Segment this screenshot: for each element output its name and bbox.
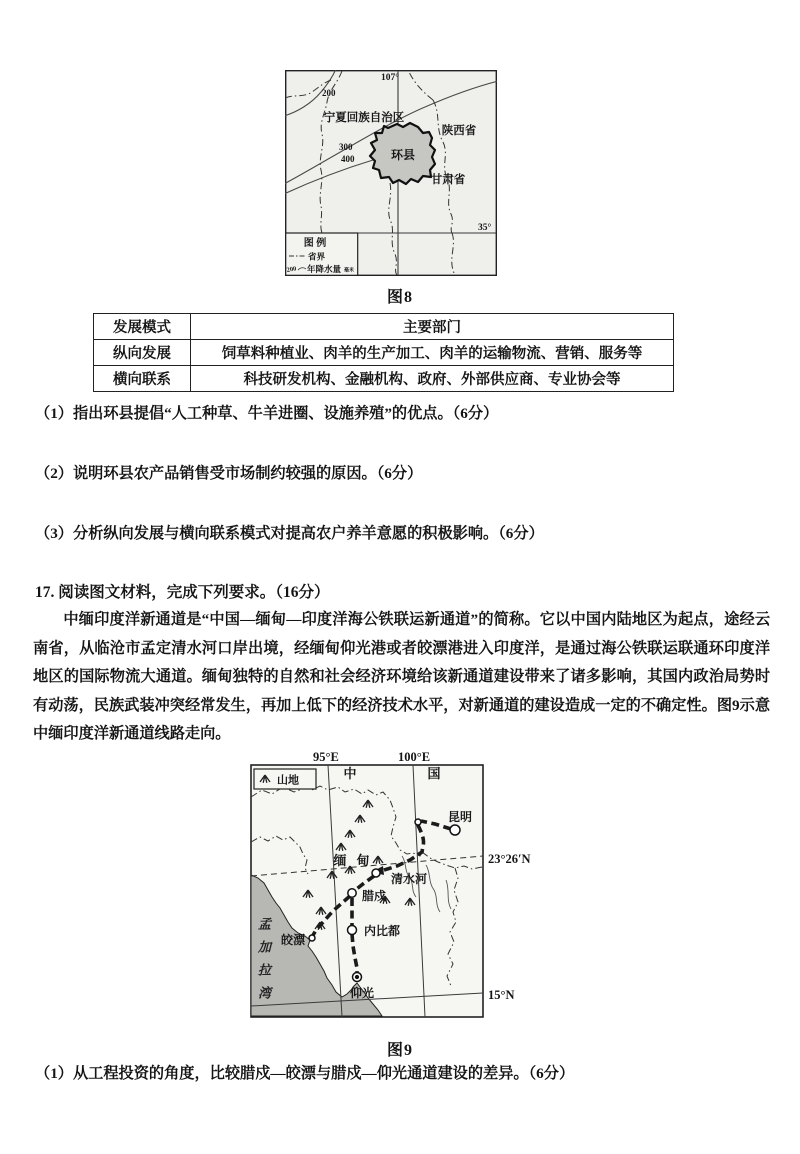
label-myanmar-1: 缅 bbox=[333, 853, 347, 868]
label-huanxian: 环县 bbox=[390, 148, 416, 162]
cell-departments-vertical: 饲草料种植业、肉羊的生产加工、肉羊的运输物流、营销、服务等 bbox=[191, 340, 674, 366]
label-107: 107° bbox=[381, 73, 400, 83]
label-2326n: 23°26′N bbox=[488, 852, 531, 866]
city-marker-kyaukpyu bbox=[309, 935, 315, 941]
cell-mode-horizontal: 横向联系 bbox=[94, 366, 191, 392]
label-shaanxi: 陕西省 bbox=[441, 125, 477, 137]
label-lashio: 腊戍 bbox=[362, 889, 387, 903]
label-35: 35° bbox=[478, 223, 492, 233]
label-china-1: 中 bbox=[343, 766, 357, 781]
figure9-map-svg bbox=[250, 750, 550, 1032]
question-17-material: 中缅印度洋新通道是“中国—缅甸—印度洋海公铁联运新通道”的简称。它以中国内陆地区为起点，途经云南省，从临沧市孟定清水河口岸出境，经缅甸仰光港或者皎漂港进入印度洋，是通过海公铁联运联通环印度洋地区的国际物流大通道。缅甸独特的自然和社会经济环境给该新通道建设带来了诸多影响，其国内政治局势时有动荡，民族武装冲突经常发生，再加上低下的经济技术水平，对新通道的建设造成一定的不确定性。图9示意中缅印度洋新通道线路走向。 bbox=[33, 611, 770, 743]
label-bay-of-bengal: 孟加拉湾 bbox=[256, 917, 271, 1009]
question-17-1: （1）从工程投资的角度，比较腊戍—皎漂与腊戍—仰光通道建设的差异。（6分） bbox=[35, 1065, 575, 1082]
map8-legend-title: 图 例 bbox=[303, 238, 327, 249]
label-gansu: 甘肃省 bbox=[430, 174, 466, 186]
label-kyaukpyu: 皎漂 bbox=[281, 933, 306, 947]
label-myanmar-2: 甸 bbox=[356, 853, 370, 868]
isoline-400-label: 400 bbox=[341, 154, 355, 164]
label-china-2: 国 bbox=[427, 766, 441, 781]
map8-legend bbox=[286, 233, 358, 275]
map9-legend bbox=[254, 769, 316, 789]
city-marker-kunming bbox=[450, 825, 460, 835]
table-row bbox=[94, 366, 674, 392]
map8-legend-boundary-label: 省界 bbox=[308, 251, 326, 262]
city-marker-yangon-dot bbox=[356, 976, 359, 979]
cell-mode-vertical: 纵向发展 bbox=[94, 340, 191, 366]
label-100e: 100°E bbox=[398, 750, 431, 764]
table-header-row bbox=[94, 314, 674, 340]
label-kunming: 昆明 bbox=[447, 810, 473, 824]
question-16-3: （3）分析纵向发展与横向联系模式对提高农户养羊意愿的积极影响。（6分） bbox=[35, 525, 544, 542]
map8-legend-precip-unit: 毫米 bbox=[344, 268, 355, 274]
figure9-map bbox=[250, 750, 550, 1032]
junction-marker bbox=[415, 819, 421, 825]
label-yangon: 仰光 bbox=[350, 986, 375, 1000]
figure8-map-svg bbox=[285, 70, 497, 276]
figure8-map bbox=[285, 70, 497, 276]
isoline-300-label: 300 bbox=[339, 142, 353, 152]
table-row bbox=[94, 340, 674, 366]
map9-legend-mountain-label: 山地 bbox=[277, 774, 299, 787]
label-naypyidaw: 内比都 bbox=[364, 924, 401, 938]
isoline-200-label: 200 bbox=[322, 88, 336, 98]
question-16-2: （2）说明环县农产品销售受市场制约较强的原因。（6分） bbox=[35, 465, 423, 482]
map8-legend-precip-label: 年降水量 bbox=[307, 264, 342, 274]
city-marker-qingshuihe bbox=[372, 869, 380, 877]
legend-precip-value: 200 bbox=[286, 265, 297, 274]
header-dev-mode: 发展模式 bbox=[94, 314, 191, 340]
label-qingshuihe: 清水河 bbox=[391, 872, 428, 886]
figure8-caption: 图8 bbox=[386, 289, 413, 306]
figure9-caption: 图9 bbox=[386, 1042, 413, 1059]
header-main-departments: 主要部门 bbox=[191, 314, 674, 340]
city-marker-lashio bbox=[348, 889, 356, 897]
city-marker-naypyidaw bbox=[348, 926, 357, 935]
question-16-1: （1）指出环县提倡“人工种草、牛羊进圈、设施养殖”的优点。（6分） bbox=[35, 405, 499, 422]
cell-departments-horizontal: 科技研发机构、金融机构、政府、外部供应商、专业协会等 bbox=[191, 366, 674, 392]
label-15n: 15°N bbox=[488, 988, 515, 1002]
question-17-heading: 17. 阅读图文材料，完成下列要求。（16分） bbox=[35, 584, 330, 601]
label-ningxia: 宁夏回族自治区 bbox=[323, 112, 405, 124]
label-95e: 95°E bbox=[313, 750, 339, 764]
development-mode-table bbox=[93, 313, 674, 392]
